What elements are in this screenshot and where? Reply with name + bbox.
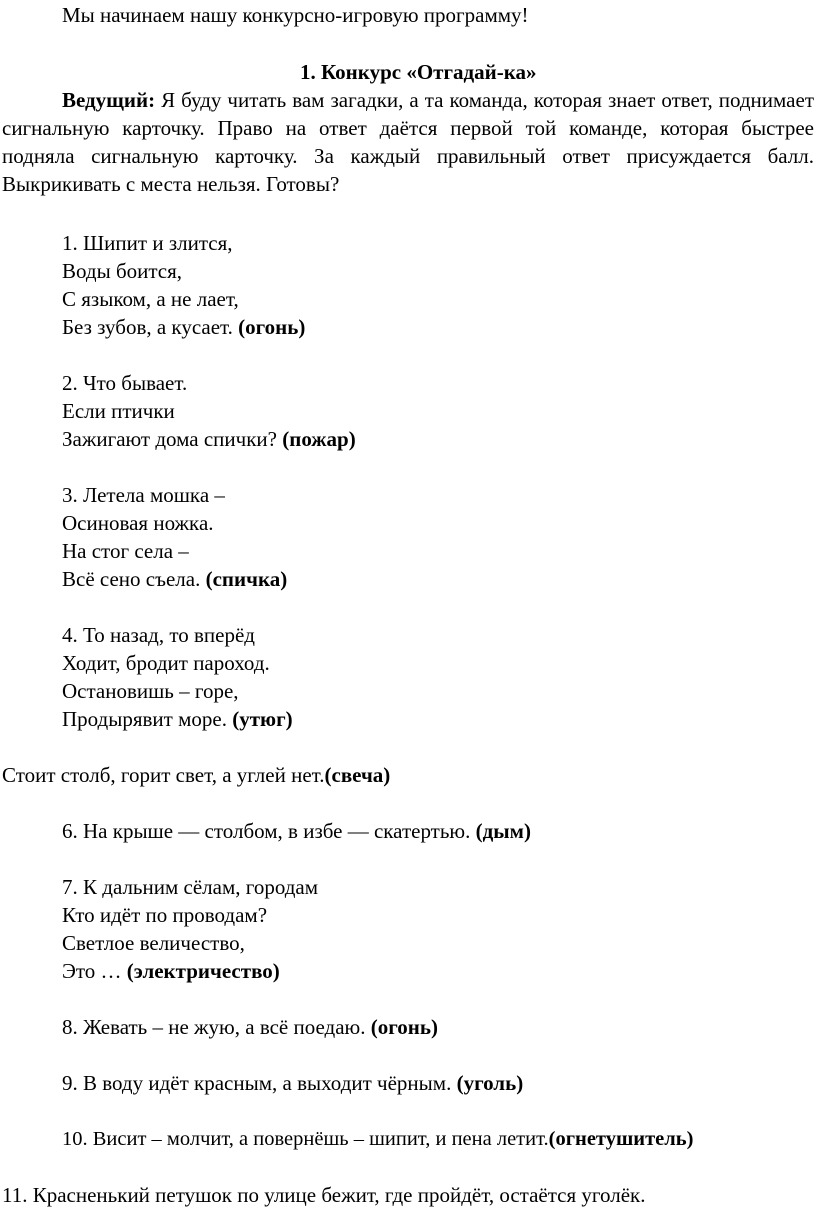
riddle-3-line-1: 3. Летела мошка – [62,483,225,507]
riddle-7-line-1: 7. К дальним сёлам, городам [62,875,319,899]
riddle-3-answer: (спичка) [205,567,288,591]
riddle-4-line-1: 4. То назад, то вперёд [62,623,255,647]
riddle-1-answer: (огонь) [238,315,306,339]
riddle-4-line-4: Продырявит море. (утюг) [62,707,293,731]
riddle-4-line-2: Ходит, бродит пароход. [62,651,270,675]
riddle-3-line-3: На стог села – [62,539,189,563]
riddle-9-answer: (уголь) [456,1071,524,1095]
riddle-8-answer: (огонь) [370,1015,438,1039]
riddle-10-answer: (огнетушитель) [548,1128,694,1150]
riddle-6: 6. На крыше — столбом, в избе — скатертью. (дым) [62,819,531,843]
riddle-2-answer: (пожар) [282,427,356,451]
riddle-4-line-3: Остановишь – горе, [62,679,239,703]
contest-title: 1. Конкурс «Отгадай-ка» [300,60,537,84]
host-paragraph [2,86,814,198]
riddle-7-line-3: Светлое величество, [62,931,245,955]
riddle-1-line-3: С языком, а не лает, [62,287,239,311]
intro-line: Мы начинаем нашу конкурсно-игровую программу! [62,3,529,27]
riddle-5-answer: (свеча) [324,763,391,787]
riddle-4-answer: (утюг) [232,707,293,731]
riddle-1-line-1: 1. Шипит и злится, [62,231,233,255]
riddle-5: Стоит столб, горит свет, а углей нет.(свеча) [2,763,391,787]
riddle-2-line-3: Зажигают дома спички? (пожар) [62,427,356,451]
host-text: Я буду читать вам загадки, а та команда, которая знает ответ, поднимает сигнальную карточку. Право на ответ даётся первой той команде, которая быстрее подняла сигнальную карточку. За каждый правильный ответ присуждается балл. Выкрикивать с места нельзя. Готовы? [2,88,814,196]
riddle-1-line-2: Воды боится, [62,259,183,283]
riddle-6-answer: (дым) [475,819,531,843]
riddle-2-line-2: Если птички [62,399,175,423]
riddle-7-line-4: Это … (электричество) [62,959,280,983]
riddle-8: 8. Жевать – не жую, а всё поедаю. (огонь) [62,1015,438,1039]
riddle-2-line-1: 2. Что бывает. [62,371,188,395]
riddle-7-line-2: Кто идёт по проводам? [62,903,268,927]
riddle-7-answer: (электричество) [126,959,280,983]
host-label: Ведущий: [62,88,156,112]
riddle-9: 9. В воду идёт красным, а выходит чёрным. (уголь) [62,1071,524,1095]
riddle-10: 10. Висит – молчит, а повернёшь – шипит, и пена летит.(огнетушитель) [62,1128,694,1150]
riddle-3-line-2: Осиновая ножка. [62,511,214,535]
riddle-3-line-4: Всё сено съела. (спичка) [62,567,288,591]
riddle-11: 11. Красненький петушок по улице бежит, где пройдёт, остаётся уголёк. [2,1183,646,1207]
riddle-1-line-4: Без зубов, а кусает. (огонь) [62,315,306,339]
